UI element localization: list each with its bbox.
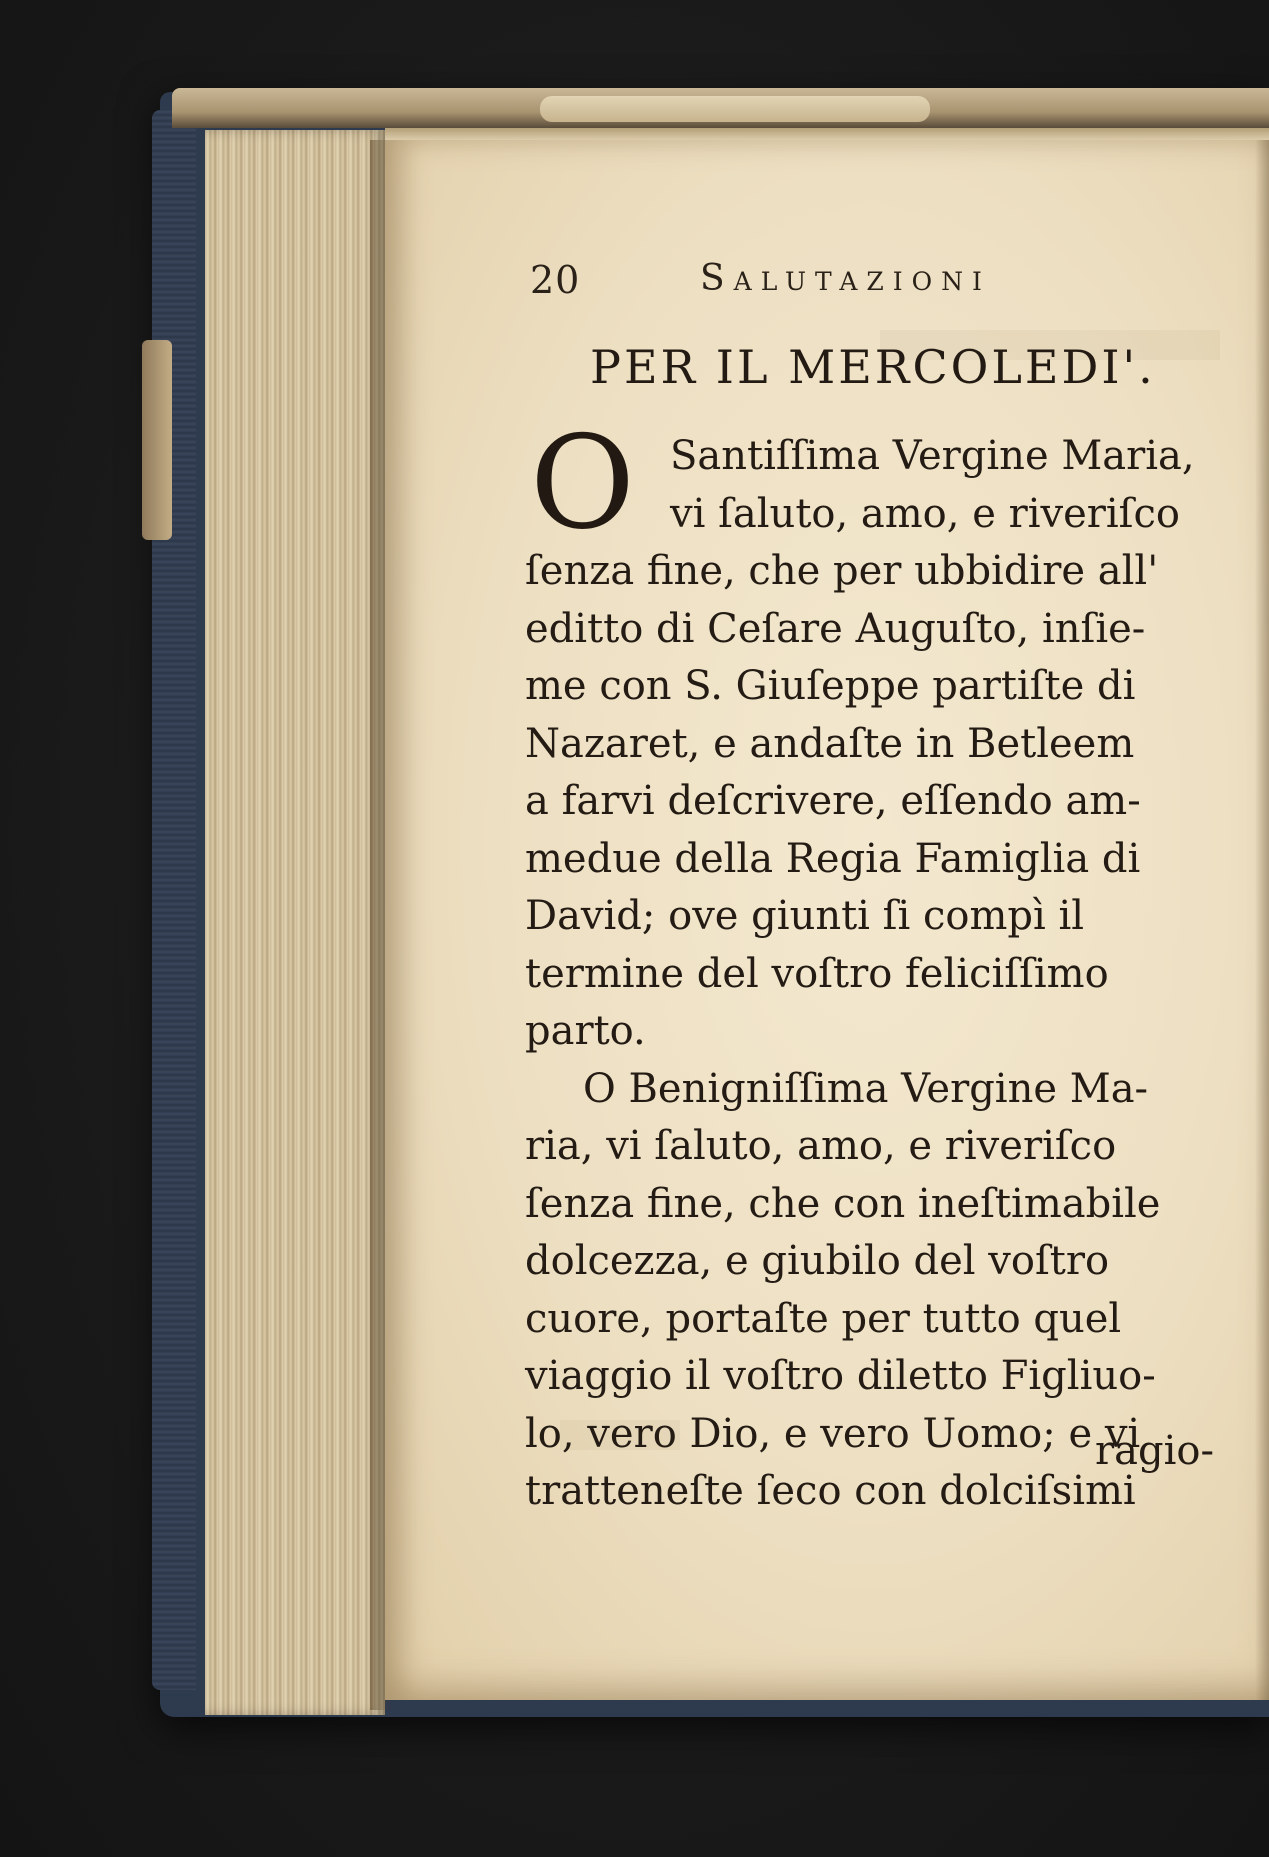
page-number: 20 [530,258,581,302]
text-line: Nazaret, e andaſte in Betleem [525,720,1135,767]
text-line: vi ſaluto, amo, e riveriſco [670,490,1180,537]
text-line: tratteneſte ſeco con dolciſsimi [525,1468,1136,1514]
text-line: viaggio il voſtro diletto Figliuo- [525,1353,1156,1399]
text-line: ſenza fine, che con ineſtimabile [525,1180,1161,1227]
worn-binding-band [540,96,930,122]
text-line: a farvi deſcrivere, eſſendo am- [525,778,1141,824]
text-line: me con S. Giuſeppe partiſte di [525,663,1136,709]
running-head [530,258,1090,308]
body-text [525,428,1245,1521]
text-line: dolcezza, e giubilo del voſtro [525,1238,1110,1284]
catchword: ragio- [1095,1428,1214,1474]
text-line: ria, vi ſaluto, amo, e riveriſco [525,1123,1117,1169]
header-title: Salutazioni [700,258,991,299]
text-line: parto. [525,1008,646,1054]
page-right-edge [1255,140,1269,1700]
text-line: David; ove giunti ſi compì il [525,893,1085,939]
text-line: medue della Regia Famiglia di [525,835,1141,882]
section-title: PER IL MERCOLEDI'. [590,340,1156,394]
page-block-edges [205,130,385,1715]
text-line: O Benigniſſima Vergine Ma- [583,1065,1149,1112]
text-line: ſenza fine, che per ubbidire all' [525,548,1159,594]
text-line: lo, vero Dio, e vero Uomo; e vi [525,1410,1141,1457]
drop-cap: O [530,409,635,558]
text-line: Santiſſima Vergine Maria, [670,433,1195,479]
text-line: termine del voſtro feliciſſimo [525,950,1109,997]
text-line: cuore, portaſte per tutto quel [525,1295,1122,1342]
text-line: editto di Ceſare Auguſto, inſie- [525,605,1146,652]
worn-cover-patch [142,340,172,540]
